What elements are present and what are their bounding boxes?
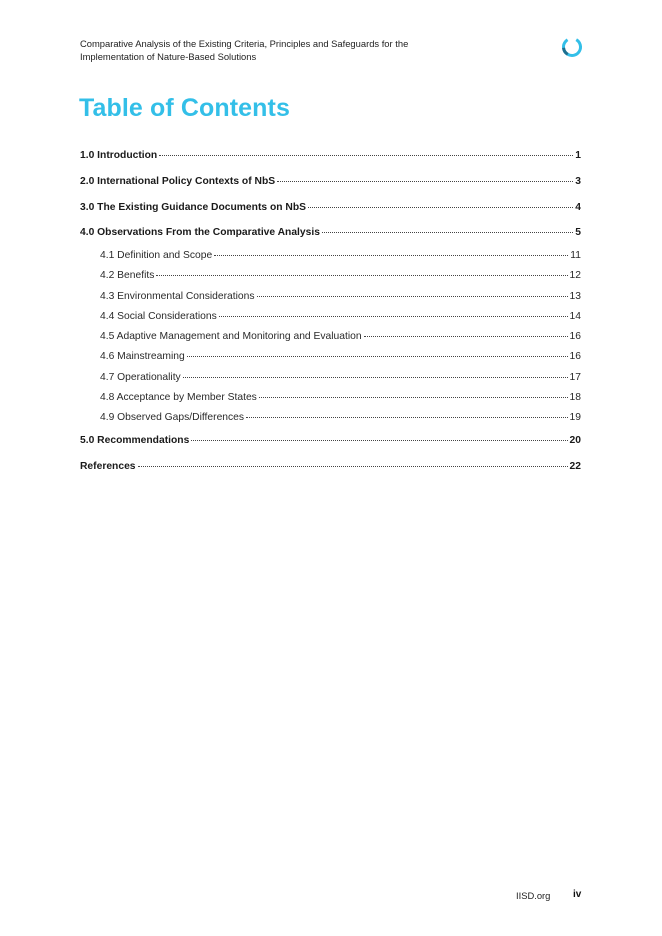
- toc-page-number: 14: [569, 311, 581, 322]
- toc-leader-dots: [246, 417, 567, 418]
- toc-entry-label: 4.7 Operationality: [100, 372, 181, 383]
- toc-leader-dots: [308, 207, 573, 208]
- toc-subentry[interactable]: [100, 350, 581, 363]
- toc-entry-label: 2.0 International Policy Contexts of NbS: [80, 176, 276, 187]
- toc-entry[interactable]: [80, 434, 581, 447]
- toc-page-number: 16: [569, 331, 581, 342]
- toc-page-number: 19: [569, 412, 581, 423]
- toc-leader-dots: [183, 377, 568, 378]
- toc-entry[interactable]: [80, 149, 581, 162]
- toc-entry-label: 4.6 Mainstreaming: [100, 351, 185, 362]
- toc-leader-dots: [159, 155, 573, 156]
- toc-leader-dots: [191, 440, 567, 441]
- toc-page-number: 13: [569, 291, 581, 302]
- toc-leader-dots: [138, 466, 568, 467]
- toc-entry-label: 4.2 Benefits: [100, 270, 155, 281]
- toc-leader-dots: [187, 356, 568, 357]
- toc-subentry[interactable]: [100, 310, 581, 323]
- toc-leader-dots: [156, 275, 567, 276]
- toc-entry-label: 4.3 Environmental Considerations: [100, 291, 255, 302]
- toc-page-number: 17: [569, 372, 581, 383]
- iisd-logo-icon: [561, 36, 583, 58]
- toc-entry-label: 4.8 Acceptance by Member States: [100, 392, 257, 403]
- toc-leader-dots: [259, 397, 568, 398]
- toc-entry-label: References: [80, 461, 136, 472]
- toc-page-number: 18: [569, 392, 581, 403]
- toc-leader-dots: [277, 181, 573, 182]
- toc-entry[interactable]: [80, 201, 581, 214]
- header-line-1: Comparative Analysis of the Existing Criteria, Principles and Safeguards for the: [80, 38, 409, 49]
- toc-subentry[interactable]: [100, 391, 581, 404]
- toc-page-number: 1: [575, 150, 581, 161]
- toc-entry-label: 3.0 The Existing Guidance Documents on NbS: [80, 202, 306, 213]
- toc-page-number: 11: [570, 250, 581, 261]
- page-title: Table of Contents: [79, 94, 290, 122]
- toc-page-number: 4: [575, 202, 581, 213]
- toc-entry-label: 4.4 Social Considerations: [100, 311, 217, 322]
- toc-page-number: 20: [569, 435, 581, 446]
- toc-entry-label: 4.5 Adaptive Management and Monitoring and Evaluation: [100, 331, 362, 342]
- toc-entry-label: 4.0 Observations From the Comparative Analysis: [80, 227, 320, 238]
- toc-subentry[interactable]: [100, 371, 581, 384]
- toc-entry-label: 4.1 Definition and Scope: [100, 250, 213, 261]
- toc-leader-dots: [219, 316, 568, 317]
- toc-entry[interactable]: [80, 175, 581, 188]
- toc-subentry[interactable]: [100, 411, 581, 424]
- toc-page-number: 5: [575, 227, 581, 238]
- toc-leader-dots: [322, 232, 573, 233]
- toc-subentry[interactable]: [100, 269, 581, 282]
- toc-page-number: 22: [569, 461, 581, 472]
- toc-page-number: 16: [569, 351, 581, 362]
- toc-page-number: 3: [575, 176, 581, 187]
- toc-subentry[interactable]: [100, 290, 581, 303]
- toc-entry-label: 4.9 Observed Gaps/Differences: [100, 412, 245, 423]
- header-line-2: Implementation of Nature-Based Solutions: [80, 50, 257, 62]
- toc-page-number: 12: [569, 270, 581, 281]
- toc-leader-dots: [364, 336, 568, 337]
- running-header: [80, 38, 500, 63]
- toc-subentry[interactable]: [100, 249, 581, 262]
- footer-page-number: iv: [573, 889, 582, 900]
- toc-leader-dots: [214, 255, 568, 256]
- footer-site-name: IISD.org: [516, 890, 551, 901]
- toc-subentry[interactable]: [100, 330, 581, 343]
- toc-entry[interactable]: [80, 226, 581, 239]
- toc-entry[interactable]: [80, 460, 581, 473]
- toc-entry-label: 1.0 Introduction: [80, 150, 158, 161]
- toc-leader-dots: [257, 296, 568, 297]
- toc-entry-label: 5.0 Recommendations: [80, 435, 190, 446]
